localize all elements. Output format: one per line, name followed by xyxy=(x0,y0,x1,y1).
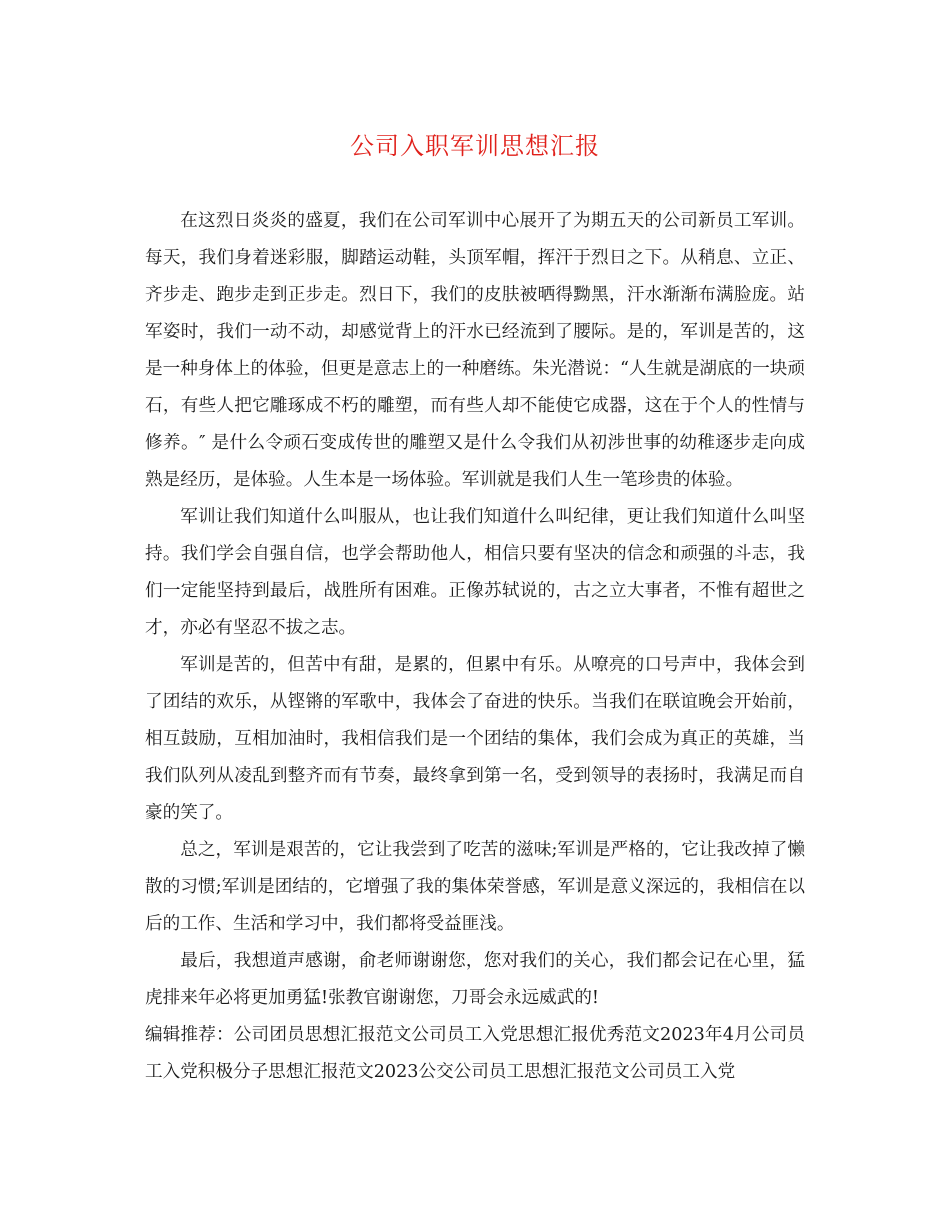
editor-recommendation: 编辑推荐：公司团员思想汇报范文公司员工入党思想汇报优秀范文2023年4月公司员工入党积极分子思想汇报范文2023公交公司员工思想汇报范文公司员工入党 xyxy=(145,1025,805,1082)
document-body xyxy=(145,203,805,1091)
document-title: 公司入职军训思想汇报 xyxy=(350,132,600,160)
paragraph-1: 在这烈日炎炎的盛夏，我们在公司军训中心展开了为期五天的公司新员工军训。每天，我们身着迷彩服，脚踏运动鞋，头顶军帽，挥汗于烈日之下。从稍息、立正、齐步走、跑步走到正步走。烈日下，我们的皮肤被晒得黝黑，汗水渐渐布满脸庞。站军姿时，我们一动不动，却感觉背上的汗水已经流到了腰际。是的，军训是苦的，这是一种身体上的体验，但更是意志上的一种磨练。朱光潜说：“人生就是湖底的一块顽石，有些人把它雕琢成不朽的雕塑，而有些人却不能使它成器，这在于个人的性情与修养。″ 是什么令顽石变成传世的雕塑又是什么令我们从初涉世事的幼稚逐步走向成熟是经历，是体验。人生本是一场体验。军训就是我们人生一笔珍贵的体验。 xyxy=(145,211,805,490)
paragraph-4: 总之，军训是艰苦的，它让我尝到了吃苦的滋味;军训是严格的，它让我改掉了懒散的习惯;军训是团结的，它增强了我的集体荣誉感，军训是意义深远的，我相信在以后的工作、生活和学习中，我们都将受益匪浅。 xyxy=(145,840,805,934)
paragraph-3: 军训是苦的，但苦中有甜，是累的，但累中有乐。从嘹亮的口号声中，我体会到了团结的欢乐，从铿锵的军歌中，我体会了奋进的快乐。当我们在联谊晚会开始前，相互鼓励，互相加油时，我相信我们是一个团结的集体，我们会成为真正的英雄，当我们队列从凌乱到整齐而有节奏，最终拿到第一名，受到领导的表扬时，我满足而自豪的笑了。 xyxy=(145,655,805,823)
paragraph-5: 最后，我想道声感谢，俞老师谢谢您，您对我们的关心，我们都会记在心里，猛虎排来年必将更加勇猛!张教官谢谢您，刀哥会永远威武的! xyxy=(145,951,805,1008)
paragraph-2: 军训让我们知道什么叫服从，也让我们知道什么叫纪律，更让我们知道什么叫坚持。我们学会自强自信，也学会帮助他人，相信只要有坚决的信念和顽强的斗志，我们一定能坚持到最后，战胜所有困难。正像苏轼说的，古之立大事者，不惟有超世之才，亦必有坚忍不拔之志。 xyxy=(145,507,805,638)
